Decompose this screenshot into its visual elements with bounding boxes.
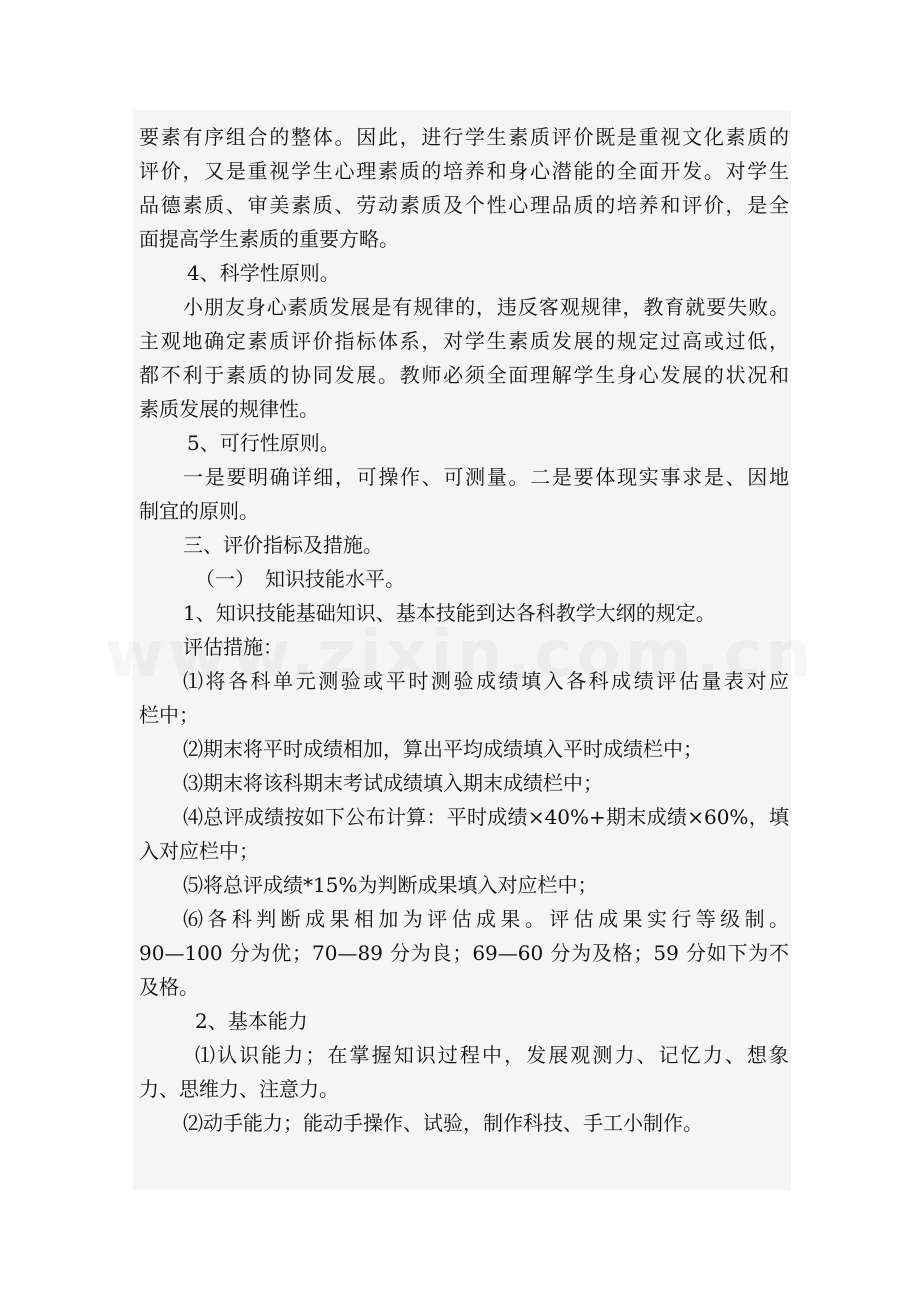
text-line: 力、思维力、注意力。 <box>139 1077 339 1101</box>
text-line: 入对应栏中； <box>139 839 259 863</box>
text-line: 评估措施： <box>183 635 283 659</box>
list-item: ⑹各科判断成果相加为评估成果。评估成果实行等级制。 <box>183 907 789 931</box>
text-line: 一是要明确详细，可操作、可测量。二是要体现实事求是、因地 <box>183 465 789 489</box>
text-line: 主观地确定素质评价指标体系，对学生素质发展的规定过高或过低， <box>139 329 789 353</box>
text-line: 及格。 <box>139 975 199 999</box>
text-line: 要素有序组合的整体。因此，进行学生素质评价既是重视文化素质的 <box>139 125 789 149</box>
text-line: 制宜的原则。 <box>139 499 259 523</box>
section-heading: 5、可行性原则。 <box>187 431 340 455</box>
list-item: ⑷总评成绩按如下公布计算：平时成绩×40%+期末成绩×60%，填 <box>183 805 789 829</box>
text-line: 面提高学生素质的重要方略。 <box>139 227 399 251</box>
section-heading: 三、评价指标及措施。 <box>183 533 383 557</box>
text-line: 栏中； <box>139 703 199 727</box>
subsection-heading: （一） 知识技能水平。 <box>195 567 405 591</box>
text-line: 素质发展的规律性。 <box>139 397 319 421</box>
text-line: 都不利于素质的协同发展。教师必须全面理解学生身心发展的状况和 <box>139 363 789 387</box>
list-item: ⑸将总评成绩*15%为判断成果填入对应栏中； <box>183 873 598 897</box>
document-body <box>139 120 789 1140</box>
text-line: 品德素质、审美素质、劳动素质及个性心理品质的培养和评价，是全 <box>139 193 789 217</box>
list-item: ⑵期末将平时成绩相加，算出平均成绩填入平时成绩栏中； <box>183 737 703 761</box>
list-item: ⑴将各科单元测验或平时测验成绩填入各科成绩评估量表对应 <box>183 669 789 693</box>
text-line: 评价，又是重视学生心理素质的培养和身心潜能的全面开发。对学生 <box>139 159 789 183</box>
section-heading: 4、科学性原则。 <box>187 261 340 285</box>
text-line: 90—100 分为优；70—89 分为良；69—60 分为及格；59 分如下为不 <box>139 941 789 965</box>
list-item: ⑴认识能力；在掌握知识过程中，发展观测力、记忆力、想象 <box>195 1043 789 1067</box>
text-line: 1、知识技能基础知识、基本技能到达各科教学大纲的规定。 <box>183 601 716 625</box>
text-line: 小朋友身心素质发展是有规律的，违反客观规律，教育就要失败。 <box>183 295 789 319</box>
list-item: ⑵动手能力；能动手操作、试验，制作科技、手工小制作。 <box>183 1111 703 1135</box>
list-item: ⑶期末将该科期末考试成绩填入期末成绩栏中； <box>183 771 603 795</box>
section-heading: 2、基本能力 <box>195 1009 308 1033</box>
